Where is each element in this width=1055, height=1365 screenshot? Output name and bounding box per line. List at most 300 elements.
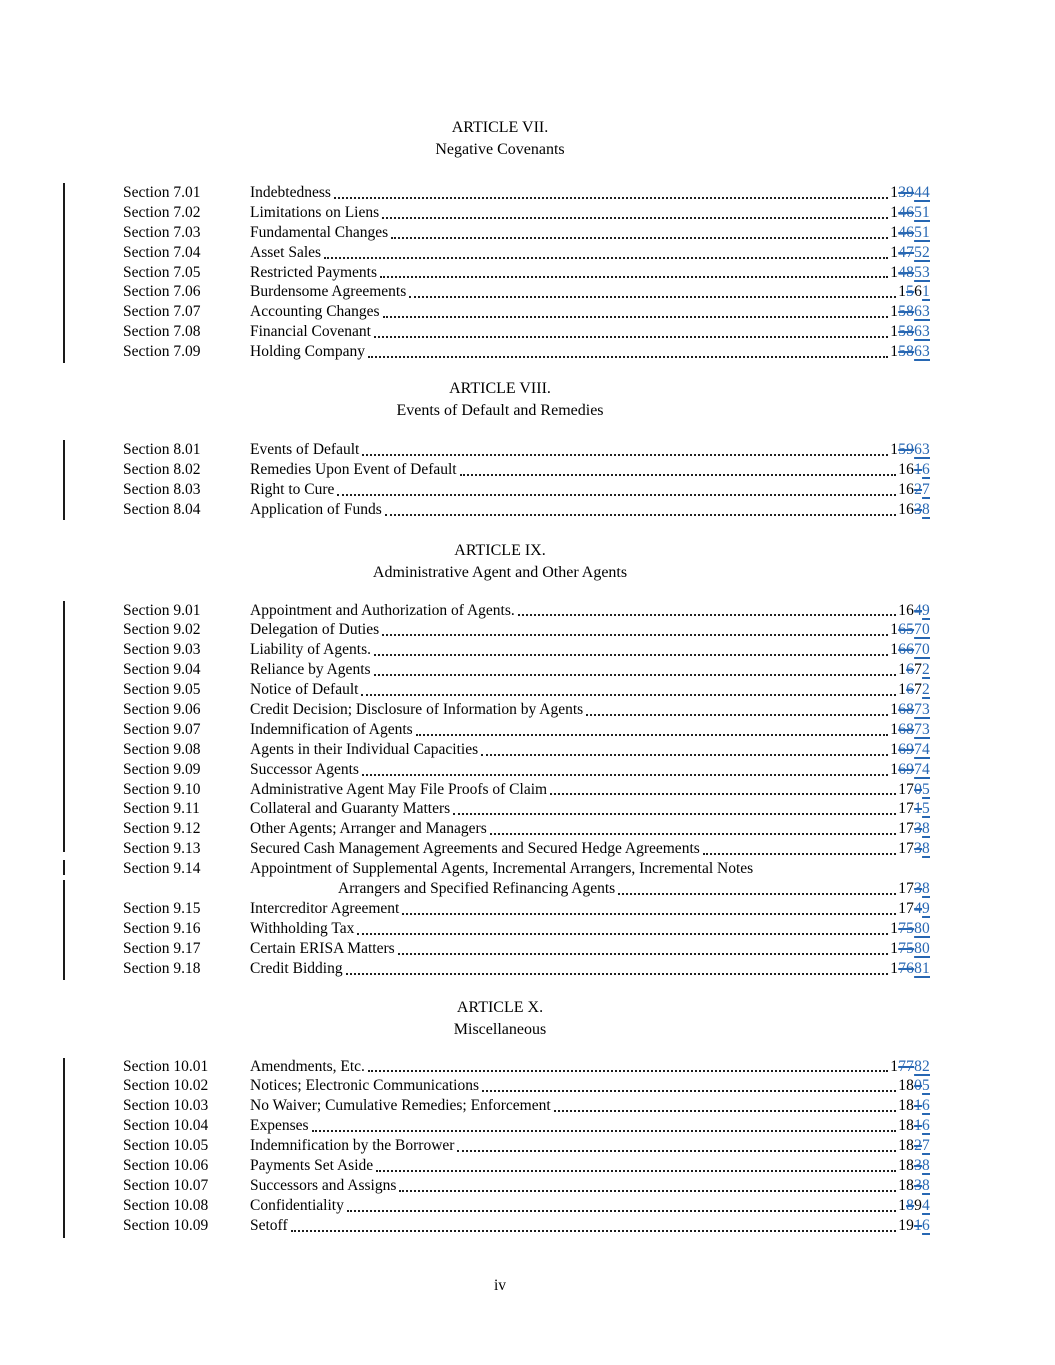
- page-number-inserted: 70: [914, 641, 930, 659]
- dot-leader: [347, 1210, 896, 1212]
- section-number: Section 7.08: [123, 323, 201, 341]
- toc-entry: [123, 899, 930, 919]
- page-number-digit: 1: [890, 919, 899, 937]
- toc-entry: [123, 500, 930, 520]
- dot-leader: [586, 714, 888, 716]
- page-number: [890, 939, 930, 959]
- toc-entry: [123, 1216, 930, 1236]
- page-number-digit: 18: [898, 1117, 915, 1135]
- toc-entry: [123, 819, 930, 839]
- page-number: [890, 740, 930, 760]
- toc-entry: [123, 223, 930, 243]
- page-number-digit: 17: [898, 780, 915, 798]
- page-number-deleted: 5: [906, 283, 915, 301]
- toc-entry: [123, 263, 930, 283]
- section-title: Agents in their Individual Capacities: [250, 740, 479, 758]
- dot-leader: [324, 257, 888, 259]
- page-number-inserted: 2: [922, 681, 930, 699]
- change-bar-article-9-upper: [63, 601, 65, 852]
- page-number-inserted: 81: [914, 959, 930, 977]
- page-number: [890, 919, 930, 939]
- toc-entry: [123, 959, 930, 979]
- section-title: Confidentiality: [250, 1196, 344, 1214]
- section-number: Section 7.04: [123, 243, 201, 261]
- section-title-line2: Arrangers and Specified Refinancing Agents: [338, 880, 616, 898]
- page-number-inserted: 6: [922, 1216, 930, 1234]
- page-number-digit: 1: [890, 441, 899, 459]
- section-number: Section 9.16: [123, 919, 201, 937]
- section-title: Financial Covenant: [250, 323, 371, 341]
- page-number: [898, 780, 930, 800]
- dot-leader: [402, 913, 896, 915]
- section-number: Section 10.01: [123, 1057, 209, 1075]
- page-number-inserted: 52: [914, 243, 930, 261]
- section-title: Indemnification of Agents: [250, 720, 413, 738]
- page-number-deleted: 4: [914, 899, 923, 917]
- page-number-digit: 1: [890, 720, 899, 738]
- page-number-deleted: 0: [914, 1077, 923, 1095]
- dot-leader: [357, 933, 888, 935]
- toc-entry: [123, 183, 930, 203]
- page-number-inserted: 44: [914, 184, 930, 201]
- section-number: Section 9.06: [123, 701, 201, 719]
- section-number: Section 10.02: [123, 1077, 209, 1095]
- section-title: Indemnification by the Borrower: [250, 1137, 455, 1155]
- dot-leader: [399, 1190, 896, 1192]
- toc-entry: [123, 919, 930, 939]
- section-number: Section 7.05: [123, 263, 201, 281]
- page-number-inserted: 63: [914, 303, 930, 321]
- page-number-deleted: 1: [914, 1097, 923, 1115]
- section-title: Credit Bidding: [250, 959, 343, 977]
- page-number-digit: 17: [898, 840, 915, 858]
- toc-entry: [123, 720, 930, 740]
- toc-entry-continuation: [123, 879, 930, 899]
- section-number: Section 9.03: [123, 641, 201, 659]
- section-number: Section 9.10: [123, 780, 201, 798]
- section-number: Section 8.03: [123, 480, 201, 498]
- change-bar-article-10: [63, 1058, 65, 1238]
- section-number: Section 9.14: [123, 860, 201, 878]
- page-number: [898, 1136, 930, 1156]
- page-number-inserted: 80: [914, 919, 930, 937]
- page-number-inserted: 63: [914, 323, 930, 341]
- dot-leader: [362, 774, 888, 776]
- section-number: Section 9.17: [123, 939, 201, 957]
- page-number-inserted: 74: [914, 760, 930, 778]
- page-number-deleted: 1: [914, 1216, 923, 1234]
- toc-entry: [123, 1196, 930, 1216]
- toc-entry: [123, 620, 930, 640]
- section-number: Section 9.07: [123, 720, 201, 738]
- page-number: [898, 1176, 930, 1196]
- section-number: Section 9.05: [123, 681, 201, 699]
- page-number-inserted: 9: [922, 899, 930, 917]
- section-number: Section 7.02: [123, 203, 201, 221]
- toc-entry: [123, 859, 930, 879]
- page-number-deleted: 77: [898, 1057, 915, 1075]
- toc-entry: [123, 1057, 930, 1077]
- page-number-deleted: 6: [906, 661, 915, 679]
- page-number-inserted: 9: [922, 601, 930, 619]
- page-number-deleted: 3: [914, 820, 923, 838]
- page-number-digit: 1: [898, 661, 907, 679]
- section-title: Administrative Agent May File Proofs of Claim: [250, 780, 548, 798]
- page-number-digit: 7: [914, 661, 923, 679]
- page-number: [898, 1196, 930, 1216]
- dot-leader: [374, 336, 888, 338]
- section-title: Delegation of Duties: [250, 621, 380, 639]
- page-number-digit: 1: [890, 343, 899, 361]
- dot-leader: [374, 674, 897, 676]
- page-number-digit: 16: [898, 480, 915, 498]
- section-number: Section 8.01: [123, 441, 201, 459]
- article-block: [123, 540, 930, 979]
- page-number-deleted: 4: [914, 601, 923, 619]
- article-subheading: Administrative Agent and Other Agents: [372, 563, 628, 581]
- section-title: Successors and Assigns: [250, 1176, 397, 1194]
- section-title: Accounting Changes: [250, 303, 380, 321]
- article-subheading: Miscellaneous: [453, 1020, 547, 1038]
- page-number: [898, 660, 930, 680]
- page-number: [890, 760, 930, 780]
- toc-entry: [123, 440, 930, 460]
- page-number: [890, 1057, 930, 1077]
- page-number-deleted: 58: [898, 343, 915, 361]
- page-number-inserted: 80: [914, 939, 930, 957]
- page-number-digit: 16: [898, 601, 915, 619]
- page-number: [898, 799, 930, 819]
- page-number-digit: 1: [890, 263, 899, 281]
- section-number: Section 7.01: [123, 184, 201, 201]
- page-number-digit: 18: [898, 1156, 915, 1174]
- page-number-deleted: 3: [914, 1156, 923, 1174]
- page-number-deleted: 48: [898, 263, 915, 281]
- toc-entry: [123, 243, 930, 263]
- article-subheading: Events of Default and Remedies: [396, 402, 604, 420]
- article-sections: [123, 440, 930, 520]
- page-number-digit: 1: [890, 701, 899, 719]
- section-title: Successor Agents: [250, 760, 359, 778]
- section-number: Section 7.06: [123, 283, 201, 301]
- page-number-inserted: 74: [914, 740, 930, 758]
- page-number: [898, 480, 930, 500]
- article-heading: ARTICLE IX.: [454, 541, 546, 559]
- article-sections: [123, 601, 930, 979]
- dot-leader: [398, 953, 889, 955]
- page-number: [898, 500, 930, 520]
- page-number-digit: 19: [898, 1216, 915, 1234]
- article-subheading: Negative Covenants: [435, 141, 565, 158]
- page-number-digit: 1: [890, 243, 899, 261]
- section-number: Section 10.07: [123, 1176, 209, 1194]
- page-number: [898, 282, 930, 302]
- change-bar-article-9-lower: [63, 880, 65, 980]
- page-number-digit: 18: [898, 1137, 915, 1155]
- page-number-inserted: 6: [922, 1117, 930, 1135]
- section-title: Secured Cash Management Agreements and Secured Hedge Agreements: [250, 840, 700, 858]
- page-number-deleted: 75: [898, 919, 915, 937]
- article-heading: ARTICLE VIII.: [449, 380, 551, 398]
- page-number: [898, 1116, 930, 1136]
- page-number-digit: 1: [890, 1057, 899, 1075]
- page-number: [898, 1156, 930, 1176]
- dot-leader: [362, 454, 888, 456]
- section-number: Section 9.04: [123, 661, 201, 679]
- page-number-digit: 1: [890, 223, 899, 241]
- toc-entry: [123, 1116, 930, 1136]
- page-number-deleted: 39: [898, 184, 915, 201]
- section-title: Appointment and Authorization of Agents.: [250, 601, 515, 619]
- page-number-inserted: 63: [914, 343, 930, 361]
- page-number: [890, 342, 930, 362]
- dot-leader: [518, 614, 896, 616]
- page-number: [898, 819, 930, 839]
- page-number-inserted: 73: [914, 701, 930, 719]
- page-number: [890, 183, 930, 203]
- dot-leader: [380, 276, 888, 278]
- page-number: [898, 1216, 930, 1236]
- section-title: Fundamental Changes: [250, 223, 389, 241]
- toc-entry: [123, 282, 930, 302]
- page-number-inserted: 70: [914, 621, 930, 639]
- page-number-deleted: 47: [898, 243, 915, 261]
- section-title: Holding Company: [250, 343, 365, 361]
- page-number-digit: 1: [890, 959, 899, 977]
- page-number-inserted: 51: [914, 203, 930, 221]
- toc-entry: [123, 601, 930, 621]
- dot-leader: [550, 793, 896, 795]
- section-number: Section 7.03: [123, 223, 201, 241]
- section-title: Other Agents; Arranger and Managers: [250, 820, 487, 838]
- dot-leader: [481, 754, 888, 756]
- page-number-digit: 1: [890, 740, 899, 758]
- toc-entry: [123, 799, 930, 819]
- section-number: Section 9.12: [123, 820, 201, 838]
- page-number-digit: 18: [898, 1097, 915, 1115]
- page-number: [898, 601, 930, 621]
- toc-entry: [123, 1076, 930, 1096]
- section-title: Restricted Payments: [250, 263, 377, 281]
- dot-leader: [391, 237, 888, 239]
- page-number-digit: 17: [898, 800, 915, 818]
- section-number: Section 9.09: [123, 760, 201, 778]
- toc-entry: [123, 680, 930, 700]
- section-number: Section 9.02: [123, 621, 201, 639]
- page-number-digit: 1: [898, 283, 907, 301]
- dot-leader: [490, 833, 896, 835]
- page-number: [890, 959, 930, 979]
- dot-leader: [346, 973, 889, 975]
- section-title: Burdensome Agreements: [250, 283, 407, 301]
- section-title: Credit Decision; Disclosure of Information by Agents: [250, 701, 584, 719]
- page-number-digit: 18: [898, 1077, 915, 1095]
- dot-leader: [368, 1070, 888, 1072]
- page-number-deleted: 76: [898, 959, 915, 977]
- article-block: [123, 117, 930, 362]
- page-number: [890, 302, 930, 322]
- page-number-digit: 17: [898, 880, 915, 898]
- page-number-deleted: 66: [898, 641, 915, 659]
- page-number-inserted: 6: [922, 460, 930, 478]
- change-bar-article-7: [63, 183, 65, 363]
- page-number-digit: 1: [890, 184, 899, 201]
- section-title: Appointment of Supplemental Agents, Incremental Arrangers, Incremental Notes: [250, 860, 754, 878]
- page-number: [898, 460, 930, 480]
- page-number: [890, 243, 930, 263]
- page-number-deleted: 2: [914, 480, 923, 498]
- page-number-digit: 7: [914, 681, 923, 699]
- section-title: Intercreditor Agreement: [250, 899, 400, 917]
- change-bar-section-9-14: [63, 860, 65, 875]
- page-number: [890, 640, 930, 660]
- page-number: [898, 680, 930, 700]
- page-number-inserted: 51: [914, 223, 930, 241]
- page-number-deleted: 75: [898, 939, 915, 957]
- toc-entry: [123, 700, 930, 720]
- section-title: Remedies Upon Event of Default: [250, 460, 457, 478]
- page-number-deleted: 3: [914, 840, 923, 858]
- toc-entry: [123, 640, 930, 660]
- page-number-deleted: 68: [898, 720, 915, 738]
- dot-leader: [368, 356, 888, 358]
- page-number-deleted: 58: [898, 303, 915, 321]
- dot-leader: [453, 813, 896, 815]
- dot-leader: [382, 634, 888, 636]
- page-number: [890, 700, 930, 720]
- page-number-inserted: 7: [922, 480, 930, 498]
- page-number-inserted: 8: [922, 1156, 930, 1174]
- page-number-inserted: 5: [922, 1077, 930, 1095]
- page-number-digit: 6: [914, 283, 923, 301]
- section-title: Reliance by Agents: [250, 661, 371, 679]
- section-number: Section 10.08: [123, 1196, 209, 1214]
- section-title: Withholding Tax: [250, 919, 355, 937]
- section-title: Expenses: [250, 1117, 309, 1135]
- section-title: Certain ERISA Matters: [250, 939, 395, 957]
- page-number-inserted: 7: [922, 1137, 930, 1155]
- page-number-digit: 1: [890, 303, 899, 321]
- toc-entry: [123, 342, 930, 362]
- dot-leader: [374, 654, 888, 656]
- page-number-digit: 17: [898, 820, 915, 838]
- article-sections: [123, 183, 930, 362]
- dot-leader: [554, 1110, 897, 1112]
- section-number: Section 10.05: [123, 1137, 209, 1155]
- toc-entry: [123, 939, 930, 959]
- page-number-deleted: 2: [914, 1137, 923, 1155]
- page-number-digit: 1: [890, 641, 899, 659]
- section-number: Section 10.09: [123, 1216, 209, 1234]
- toc-content: [123, 0, 930, 1236]
- dot-leader: [416, 734, 889, 736]
- toc-entry: [123, 780, 930, 800]
- section-number: Section 9.08: [123, 740, 201, 758]
- page-number-inserted: 8: [922, 880, 930, 898]
- page-number-digit: 1: [890, 203, 899, 221]
- page-number-digit: 18: [898, 1176, 915, 1194]
- page-number-digit: 1: [898, 681, 907, 699]
- page-number-inserted: 5: [922, 800, 930, 818]
- page-number-deleted: 3: [914, 500, 923, 518]
- page-number-deleted: 46: [898, 203, 915, 221]
- section-title: Notices; Electronic Communications: [250, 1077, 480, 1095]
- page-number-inserted: 2: [922, 661, 930, 679]
- section-number: Section 9.18: [123, 959, 201, 977]
- page-number-inserted: 73: [914, 720, 930, 738]
- page-number-digit: 1: [890, 323, 899, 341]
- article-sections: [123, 1057, 930, 1236]
- dot-leader: [383, 316, 889, 318]
- section-number: Section 9.11: [123, 800, 200, 818]
- dot-leader: [337, 494, 896, 496]
- page-number-deleted: 58: [898, 323, 915, 341]
- dot-leader: [703, 853, 896, 855]
- page-number-digit: 17: [898, 899, 915, 917]
- dot-leader: [460, 474, 897, 476]
- page-number-digit: 9: [914, 1196, 923, 1214]
- page-number-inserted: 5: [922, 780, 930, 798]
- section-number: Section 9.01: [123, 601, 201, 619]
- section-title: Collateral and Guaranty Matters: [250, 800, 451, 818]
- page-number: [890, 620, 930, 640]
- page-number-deleted: 0: [914, 780, 923, 798]
- page-number-inserted: 63: [914, 441, 930, 459]
- article-heading: ARTICLE X.: [456, 998, 544, 1016]
- page-footer-number: iv: [493, 1277, 507, 1294]
- article-block: [123, 378, 930, 520]
- page-number-deleted: 1: [914, 1117, 923, 1135]
- toc-entry: [123, 740, 930, 760]
- section-number: Section 7.07: [123, 303, 201, 321]
- section-title: No Waiver; Cumulative Remedies; Enforcement: [250, 1097, 551, 1115]
- page-number-deleted: 65: [898, 621, 915, 639]
- page-number-inserted: 8: [922, 840, 930, 858]
- page-number: [890, 322, 930, 342]
- section-title: Notice of Default: [250, 681, 359, 699]
- toc-entry: [123, 1176, 930, 1196]
- page-number-deleted: 46: [898, 223, 915, 241]
- page-number-digit: 1: [890, 760, 899, 778]
- toc-entry: [123, 203, 930, 223]
- page-number: [898, 839, 930, 859]
- page-number-deleted: 8: [906, 1196, 915, 1214]
- page-number: [890, 263, 930, 283]
- page-number: [898, 1076, 930, 1096]
- page-number: [898, 879, 930, 899]
- toc-entry: [123, 760, 930, 780]
- page-number: [890, 440, 930, 460]
- dot-leader: [382, 217, 888, 219]
- section-number: Section 10.06: [123, 1156, 209, 1174]
- section-number: Section 9.15: [123, 899, 201, 917]
- dot-leader: [385, 514, 896, 516]
- toc-entry: [123, 839, 930, 859]
- section-title: Amendments, Etc.: [250, 1057, 365, 1075]
- page-number-inserted: 4: [922, 1196, 930, 1214]
- toc-entry: [123, 1156, 930, 1176]
- section-title: Limitations on Liens: [250, 203, 380, 221]
- page-number-inserted: 8: [922, 500, 930, 518]
- dot-leader: [361, 694, 896, 696]
- page-number-digit: 16: [898, 460, 915, 478]
- section-title: Liability of Agents.: [250, 641, 371, 659]
- page-number-inserted: 53: [914, 263, 930, 281]
- page-number-inserted: 82: [914, 1057, 930, 1075]
- toc-entry: [123, 302, 930, 322]
- page-number-inserted: 8: [922, 1176, 930, 1194]
- section-title: Setoff: [250, 1216, 288, 1234]
